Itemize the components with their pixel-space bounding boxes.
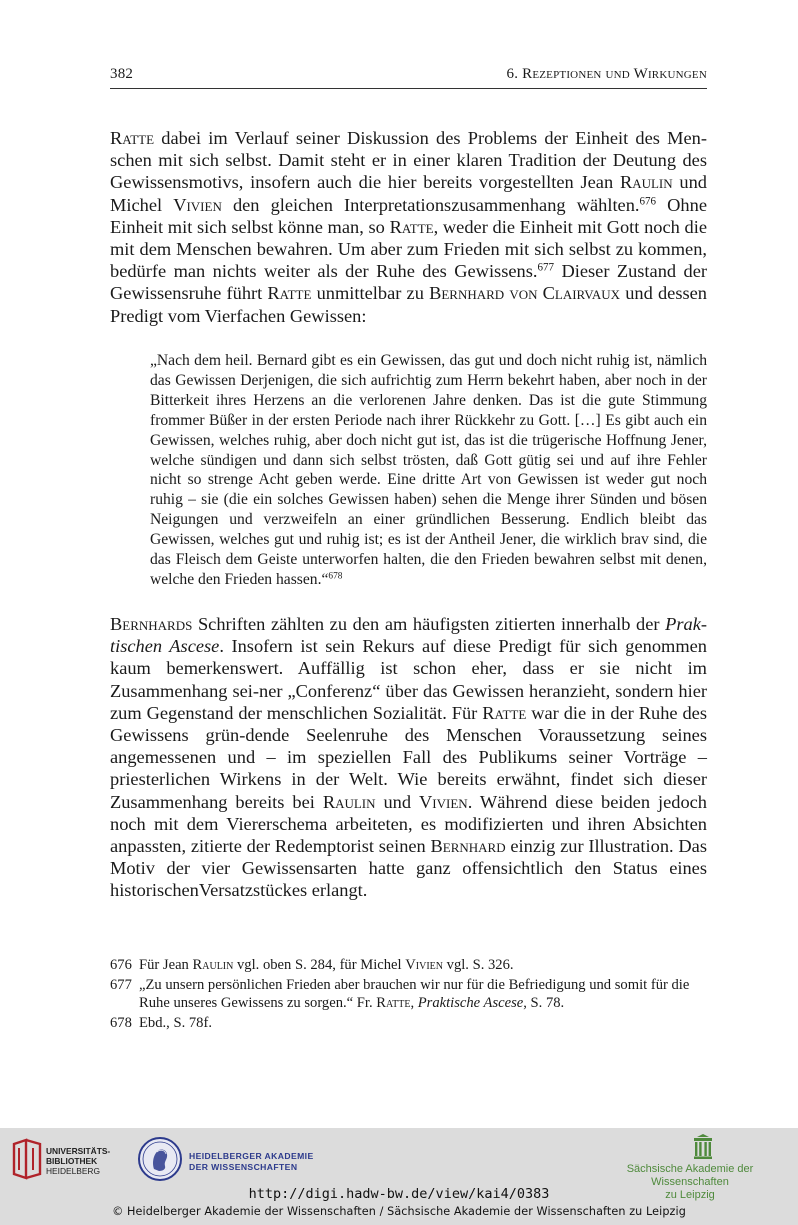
footnote-678 — [110, 1014, 707, 1032]
author-name: Bernhard von Clairvaux — [429, 283, 621, 304]
text-run: unmittelbar zu — [311, 283, 430, 304]
saw-leipzig-logo[interactable] — [590, 1134, 790, 1201]
text-run: einzig zur Illustration. Das Motiv der vier Gewissensarten hatte ganz offensichtlich den Status eines historischenVersatzstückes erlangt. — [110, 836, 707, 901]
author-name: Ratte — [389, 216, 434, 237]
author-name: Raulin — [619, 172, 673, 193]
text-run: Ohne Einheit mit sich selbst könne man, so — [110, 194, 707, 237]
book-title: Prak-tischen Ascese — [110, 614, 707, 657]
paragraph-1 — [110, 127, 707, 327]
author-name: Bernhard — [430, 836, 506, 857]
text-run: , weder die Einheit mit Gott noch die mit dem Menschen bewahren. Um aber zum Frieden mit sich selbst zu kommen, bedürfe man nichts weiter als der Ruhe des Gewissens. — [110, 216, 707, 282]
footnote-text: Ebd., S. 78f. — [139, 1015, 212, 1031]
page-header — [110, 66, 707, 89]
ub-library-icon — [10, 1138, 44, 1180]
hadw-logo-text: HEIDELBERGER AKADEMIE DER WISSENSCHAFTEN — [189, 1151, 314, 1172]
author-name: Vivien — [419, 791, 468, 812]
author-name: Raulin — [322, 791, 376, 812]
copyright-notice: © Heidelberger Akademie der Wissenschaften / Sächsische Akademie der Wissenschaften zu Leipzig — [112, 1205, 686, 1218]
author-name: Ratte — [482, 702, 527, 723]
footnote-ref-677[interactable]: 677 — [537, 261, 555, 274]
text-run: und dessen Predigt vom Vierfachen Gewissen: — [110, 283, 708, 326]
running-title: 6. Rezeptionen und Wirkungen — [506, 66, 707, 82]
footnotes — [110, 956, 707, 1034]
hadw-logo[interactable] — [137, 1136, 337, 1186]
digitization-footer — [0, 1128, 798, 1225]
footnote-ref-678[interactable]: 678 — [328, 571, 343, 582]
ub-logo-text: UNIVERSITÄTS- BIBLIOTHEK HEIDELBERG — [46, 1146, 111, 1176]
text-run: Schriften zählten zu den am häufigsten zitierten innerhalb der — [192, 614, 666, 634]
author-name: Raulin — [192, 957, 234, 973]
author-name: Ratte — [376, 995, 411, 1011]
footnote-number: 677 — [110, 977, 132, 993]
footnote-677 — [110, 976, 707, 1012]
saw-building-icon — [693, 1134, 713, 1160]
text-run: und Michel — [110, 172, 708, 215]
saw-logo-text: Sächsische Akademie der Wissenschaften zu Leipzig — [626, 1163, 754, 1201]
author-name: Bernhards — [110, 614, 193, 634]
author-name: Vivien — [173, 194, 222, 215]
paragraph-2 — [110, 613, 707, 902]
hadw-seal-icon — [137, 1136, 183, 1182]
footnote-text: Für Jean Raulin vgl. oben S. 284, für Michel Vivien vgl. S. 326. — [139, 957, 514, 973]
page-number: 382 — [110, 66, 134, 82]
footnote-text: „Zu unsern persönlichen Frieden aber brauchen wir nur für die Befriedigung und somit für die Ruhe unseres Gewissens zu sorgen.“ Fr. Ratte, Praktische Ascese, S. 78. — [139, 977, 690, 1011]
author-name: Ratte — [110, 128, 155, 148]
quote-text: „Nach dem heil. Bernard gibt es ein Gewissen, das gut und doch nicht ruhig ist, nämlich das Gewissen Derjenigen, die sich aufrichtig zum Herrn bekehrt haben, aber noch in der Bitterkeit ihres Herzens an die verlorenen Jahre denken. Das ist die gute Stimmung frommer Büßer in der ersten Periode nach ihrer Rückkehr zu Gott. […] Es gibt auch ein Gewissen, welches ruhig, aber doch nicht gut ist, das ist die trügerische Hoffnung Jener, welche sündigen und dann sich selbst trösten, daß Gott gütig sei und auf ihre Fehler nicht so strenge Acht geben werde. Eine dritte Art von Gewissen ist weder gut noch ruhig – sie (die ein solches Gewissen haben) sehen die Menge ihrer Sünden und bösen Neigungen und verzweifeln an einer gründlichen Besserung. Endlich bleibt das Gewissen, welches gut und ruhig ist; es ist der Antheil Jener, die wirklich brav sind, die das Fleisch dem Geiste unterworfen halten, die den Frieden bewahren selbst mit denen, welche den Frieden hassen.“ — [150, 352, 707, 588]
text-run: Dieser Zustand der Gewissensruhe führt — [110, 261, 707, 304]
text-run: . Während diese beiden jedoch noch mit dem Viererschema arbeiteten, es modifizierten und ihren Absichten anpassten, zitierte der Redemptorist seinen — [110, 791, 708, 857]
block-quote — [150, 351, 707, 590]
author-name: Ratte — [267, 283, 312, 304]
footnote-ref-676[interactable]: 676 — [639, 195, 657, 207]
ub-heidelberg-logo[interactable] — [10, 1138, 130, 1184]
footnote-number: 678 — [110, 1015, 132, 1031]
footnote-676 — [110, 956, 707, 974]
author-name: Vivien — [405, 957, 443, 973]
text-run: war die in der Ruhe des Gewissens grün-dende Seelenruhe des Menschen Voraussetzung seines angemessenen und – im speziellen Fall des Publikums seiner Vorträge – priesterlichen Wirkens in der Welt. Wie bereits erwähnt, findet sich dieser Zusammenhang bereits bei — [110, 702, 707, 812]
permalink-url[interactable]: http://digi.hadw-bw.de/view/kai4/0383 — [248, 1186, 550, 1202]
book-title: Praktische Ascese — [417, 995, 524, 1011]
text-run: und — [375, 791, 420, 812]
text-run: den gleichen Interpretationszusammenhang wählten. — [221, 194, 640, 215]
footnote-number: 676 — [110, 957, 132, 973]
text-run: . Insofern ist sein Rekurs auf diese Predigt für sich genommen kaum bemerkenswert. Auffällig ist schon eher, dass er sie nicht im Zusammenhang sei-ner „Conferenz“ über das Gewissen heranzieht, sondern hier zum Gegenstand der menschlichen Sozialität. Für — [110, 636, 707, 723]
text-run: dabei im Verlauf seiner Diskussion des Problems der Einheit des Men-schen mit sich selbst. Damit steht er in einer klaren Tradition der Deutung des Gewissensmotivs, insofern auch die hier bereits vorgestellten Jean — [110, 128, 707, 193]
